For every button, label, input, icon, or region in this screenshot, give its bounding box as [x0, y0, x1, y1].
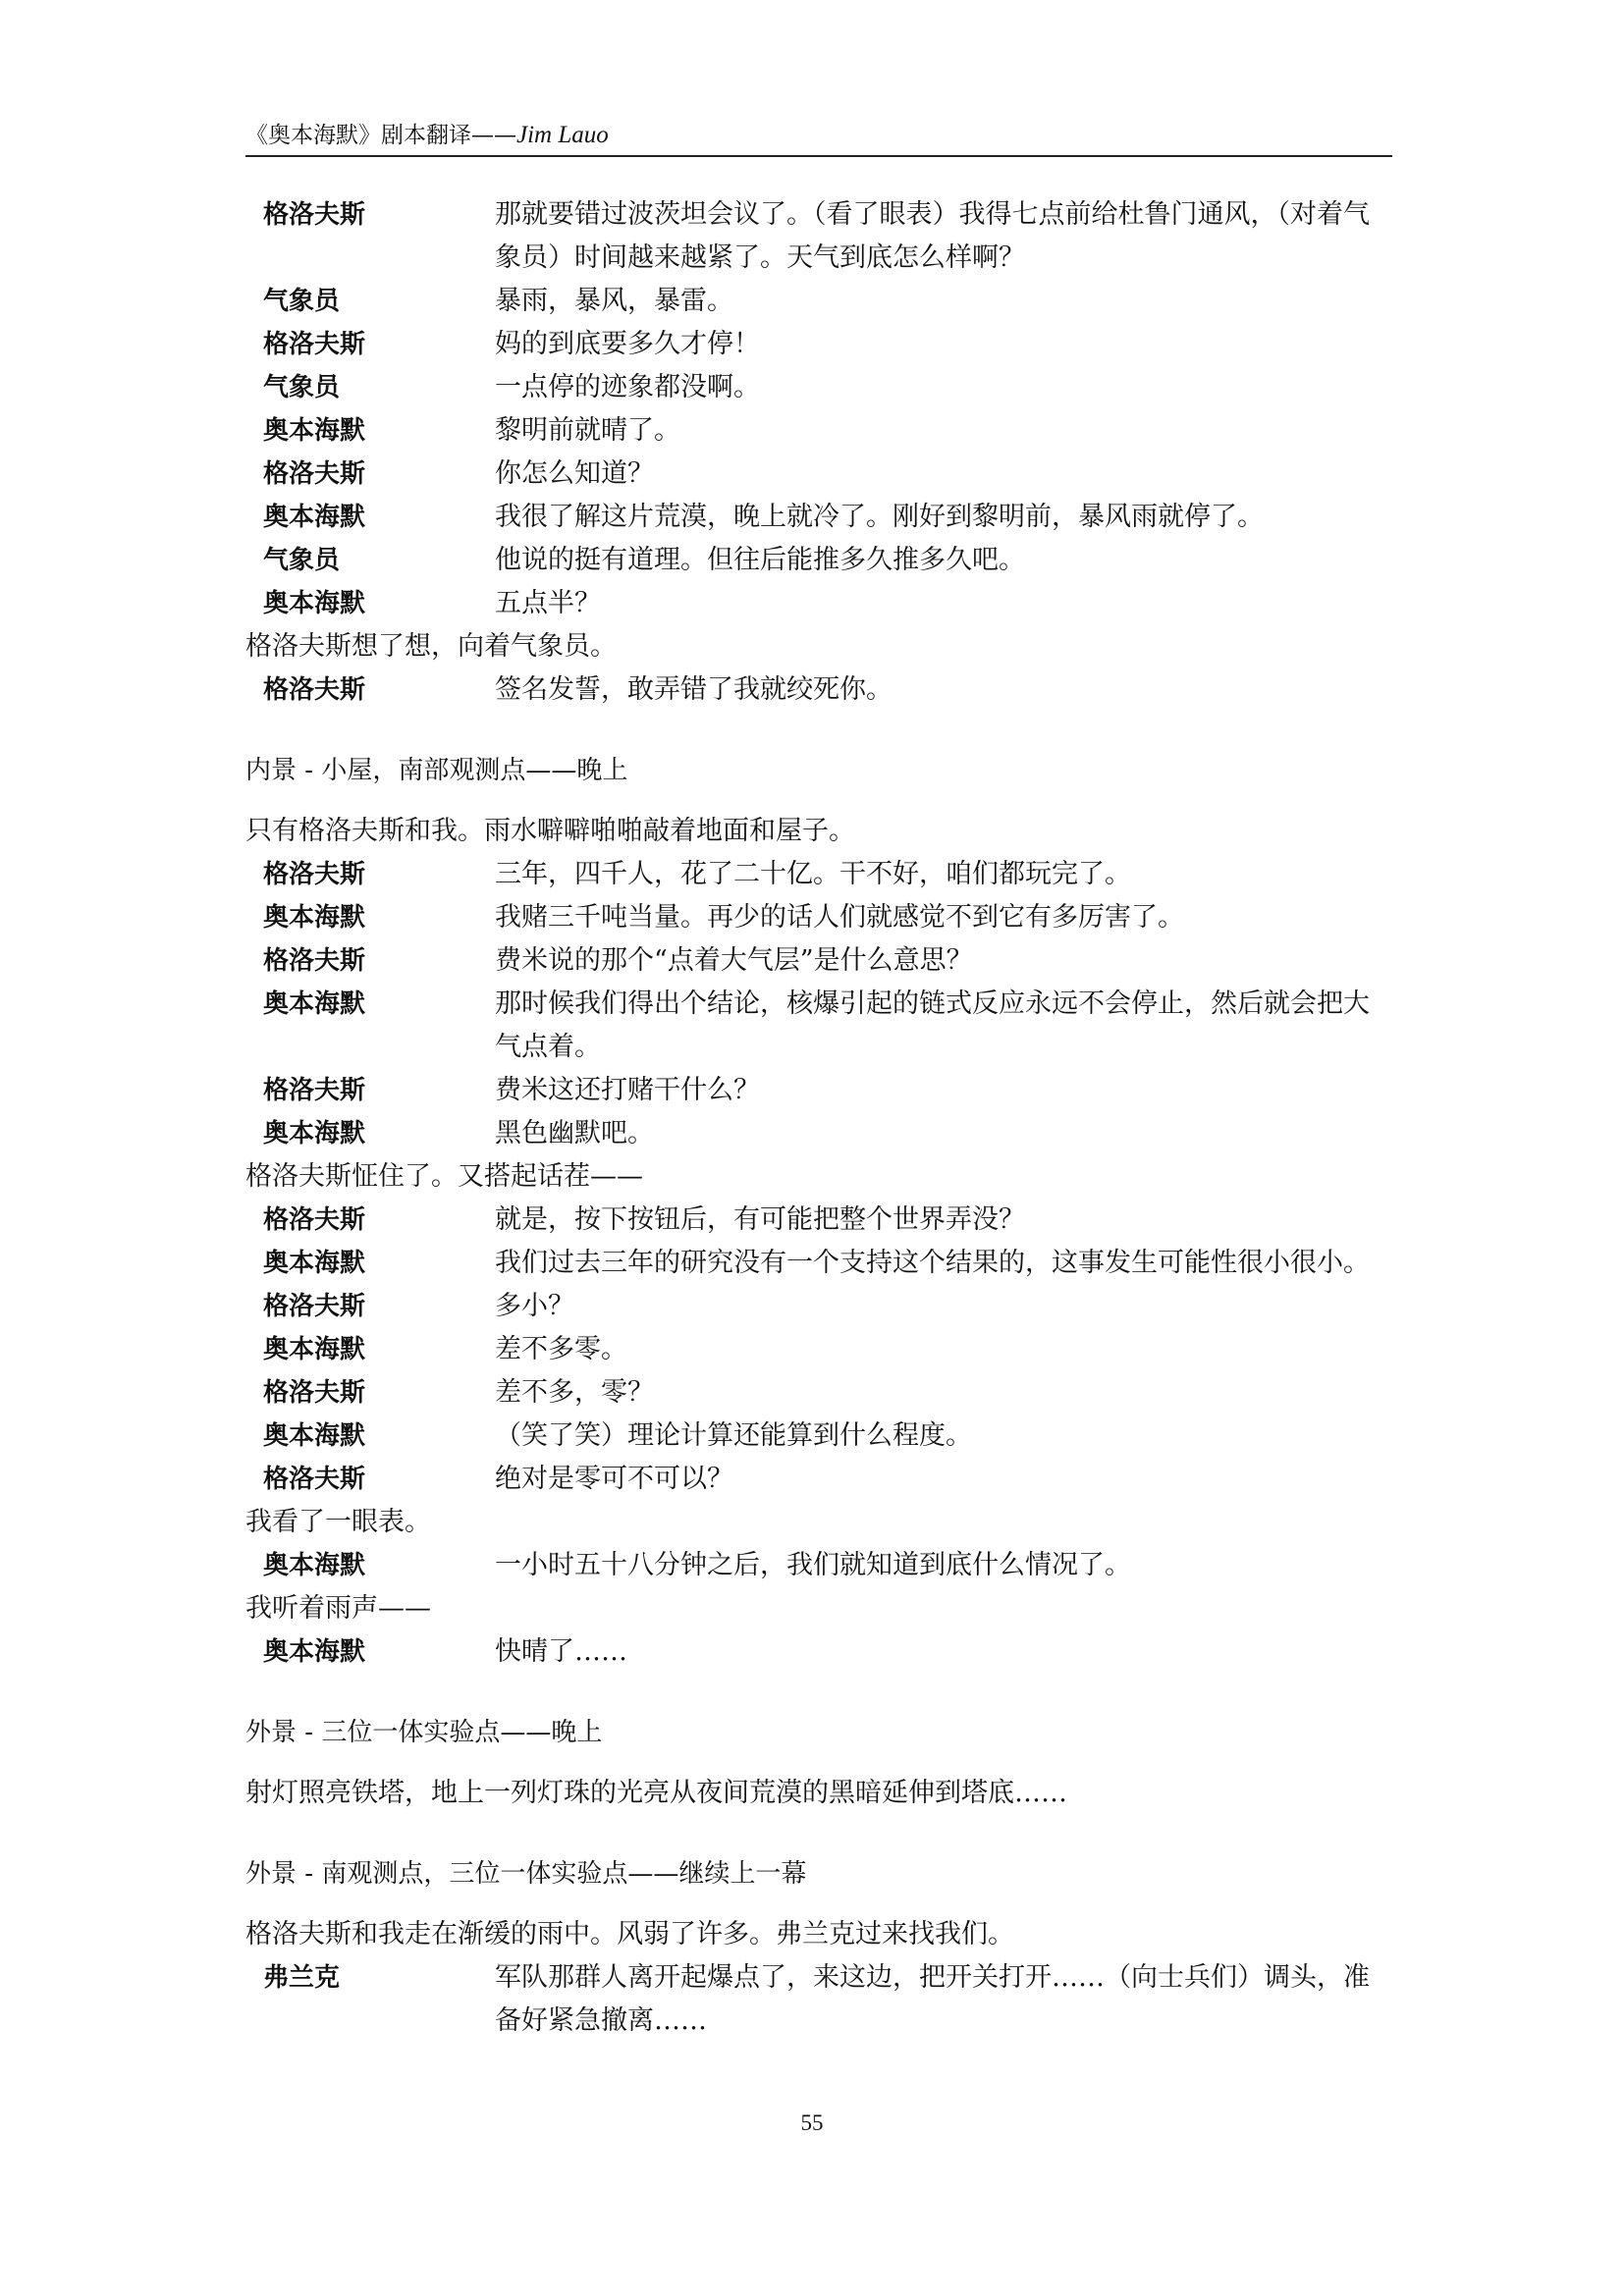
dialogue-text: 差不多，零？	[495, 1377, 654, 1408]
dialogue-line	[245, 193, 1394, 280]
dialogue-line	[245, 496, 1394, 539]
dialogue-line	[245, 409, 1394, 453]
scene-heading: 外景 - 三位一体实验点——晚上	[245, 1718, 603, 1747]
speaker-name: 格洛夫斯	[263, 1465, 366, 1494]
dialogue-line	[245, 453, 1394, 496]
speaker-name: 奥本海默	[263, 1335, 366, 1364]
speaker-name: 奥本海默	[263, 903, 366, 933]
dialogue-line	[245, 983, 1394, 1069]
speaker-name: 格洛夫斯	[263, 459, 366, 489]
speaker-name: 弗兰克	[263, 1963, 341, 1993]
dialogue-line	[245, 896, 1394, 939]
action-line: 我听着雨声——	[245, 1593, 431, 1624]
scene-heading: 内景 - 小屋，南部观测点——晚上	[245, 756, 628, 785]
dialogue-line	[245, 1371, 1394, 1415]
dialogue-text: 三年，四千人，花了二十亿。干不好，咱们都玩完了。	[495, 859, 1131, 889]
speaker-name: 奥本海默	[263, 989, 366, 1019]
dialogue-text: 费米这还打赌干什么？	[495, 1075, 760, 1105]
dialogue-line	[245, 280, 1394, 323]
speaker-name: 格洛夫斯	[263, 330, 366, 359]
speaker-name: 格洛夫斯	[263, 1205, 366, 1235]
dialogue-text: 黎明前就晴了。	[495, 415, 680, 446]
dialogue-line	[245, 1415, 1394, 1458]
script-body	[245, 193, 1394, 2043]
dialogue-line	[245, 366, 1394, 409]
dialogue-text: 他说的挺有道理。但往后能推多久推多久吧。	[495, 545, 1025, 575]
speaker-name: 气象员	[263, 546, 341, 575]
action-line: 格洛夫斯怔住了。又搭起话茬——	[245, 1161, 643, 1192]
speaker-name: 格洛夫斯	[263, 1292, 366, 1321]
dialogue-line	[245, 1956, 1394, 2043]
page-header	[245, 116, 1392, 157]
dialogue-line	[245, 323, 1394, 366]
dialogue-text: 多小？	[495, 1291, 574, 1321]
dialogue-text: 黑色幽默吧。	[495, 1118, 654, 1148]
dialogue-text: 费米说的那个“点着大气层”是什么意思？	[495, 945, 973, 976]
dialogue-line	[245, 1199, 1394, 1242]
dialogue-text: 差不多零。	[495, 1334, 627, 1364]
speaker-name: 奥本海默	[263, 589, 366, 618]
speaker-name: 奥本海默	[263, 503, 366, 532]
speaker-name: 格洛夫斯	[263, 946, 366, 976]
header-author: Jim Lauo	[516, 122, 609, 148]
dialogue-text: 那时候我们得出个结论，核爆引起的链式反应永远不会停止，然后就会把大气点着。	[495, 988, 1370, 1062]
speaker-name: 气象员	[263, 373, 341, 402]
dialogue-text: 一小时五十八分钟之后，我们就知道到底什么情况了。	[495, 1550, 1131, 1580]
dialogue-text: 妈的到底要多久才停！	[495, 329, 760, 359]
dialogue-line	[245, 539, 1394, 582]
dialogue-text: 我们过去三年的研究没有一个支持这个结果的，这事发生可能性很小很小。	[495, 1248, 1370, 1278]
dialogue-line	[245, 853, 1394, 896]
speaker-name: 格洛夫斯	[263, 200, 366, 230]
speaker-name: 格洛夫斯	[263, 675, 366, 705]
dialogue-line	[245, 1069, 1394, 1112]
speaker-name: 奥本海默	[263, 416, 366, 446]
dialogue-text: 你怎么知道？	[495, 458, 654, 489]
speaker-name: 奥本海默	[263, 1249, 366, 1278]
action-line: 格洛夫斯想了想，向着气象员。	[245, 631, 617, 662]
dialogue-text: 一点停的迹象都没啊。	[495, 372, 760, 402]
speaker-name: 奥本海默	[263, 1551, 366, 1580]
speaker-name: 气象员	[263, 287, 341, 316]
speaker-name: 奥本海默	[263, 1119, 366, 1148]
dialogue-text: 绝对是零可不可以？	[495, 1464, 733, 1494]
dialogue-text: 我赌三千吨当量。再少的话人们就感觉不到它有多厉害了。	[495, 902, 1184, 933]
dialogue-line	[245, 1544, 1394, 1587]
page-number: 55	[800, 2110, 824, 2135]
dialogue-line	[245, 1112, 1394, 1155]
dialogue-text: 就是，按下按钮后，有可能把整个世界弄没？	[495, 1204, 1025, 1235]
speaker-name: 格洛夫斯	[263, 1076, 366, 1105]
dialogue-line	[245, 582, 1394, 625]
header-title: 《奥本海默》剧本翻译——	[245, 123, 516, 148]
action-line: 格洛夫斯和我走在渐缓的雨中。风弱了许多。弗兰克过来找我们。	[245, 1919, 1014, 1949]
speaker-name: 奥本海默	[263, 1637, 366, 1667]
dialogue-text: 暴雨，暴风，暴雷。	[495, 286, 733, 316]
dialogue-line	[245, 939, 1394, 983]
dialogue-line	[245, 1285, 1394, 1328]
scene-heading: 外景 - 南观测点，三位一体实验点——继续上一幕	[245, 1859, 807, 1889]
dialogue-text: 军队那群人离开起爆点了，来这边，把开关打开……（向士兵们）调头，准备好紧急撤离……	[495, 1962, 1370, 2036]
dialogue-line	[245, 1458, 1394, 1501]
dialogue-line	[245, 1328, 1394, 1371]
dialogue-text: 快晴了……	[495, 1636, 627, 1667]
speaker-name: 奥本海默	[263, 1421, 366, 1451]
dialogue-line	[245, 668, 1394, 712]
speaker-name: 格洛夫斯	[263, 860, 366, 889]
dialogue-text: 那就要错过波茨坦会议了。（看了眼表）我得七点前给杜鲁门通风，（对着气象员）时间越来越紧了。天气到底怎么样啊？	[495, 199, 1370, 273]
dialogue-text: （笑了笑）理论计算还能算到什么程度。	[495, 1420, 972, 1451]
dialogue-text: 我很了解这片荒漠，晚上就冷了。刚好到黎明前，暴风雨就停了。	[495, 502, 1264, 532]
speaker-name: 格洛夫斯	[263, 1378, 366, 1408]
dialogue-line	[245, 1242, 1394, 1285]
dialogue-text: 五点半？	[495, 588, 601, 618]
dialogue-line	[245, 1630, 1394, 1674]
action-line: 射灯照亮铁塔，地上一列灯珠的光亮从夜间荒漠的黑暗延伸到塔底……	[245, 1778, 1067, 1808]
action-line: 我看了一眼表。	[245, 1507, 431, 1537]
dialogue-text: 签名发誓，敢弄错了我就绞死你。	[495, 674, 893, 705]
action-line: 只有格洛夫斯和我。雨水噼噼啪啪敲着地面和屋子。	[245, 816, 855, 846]
